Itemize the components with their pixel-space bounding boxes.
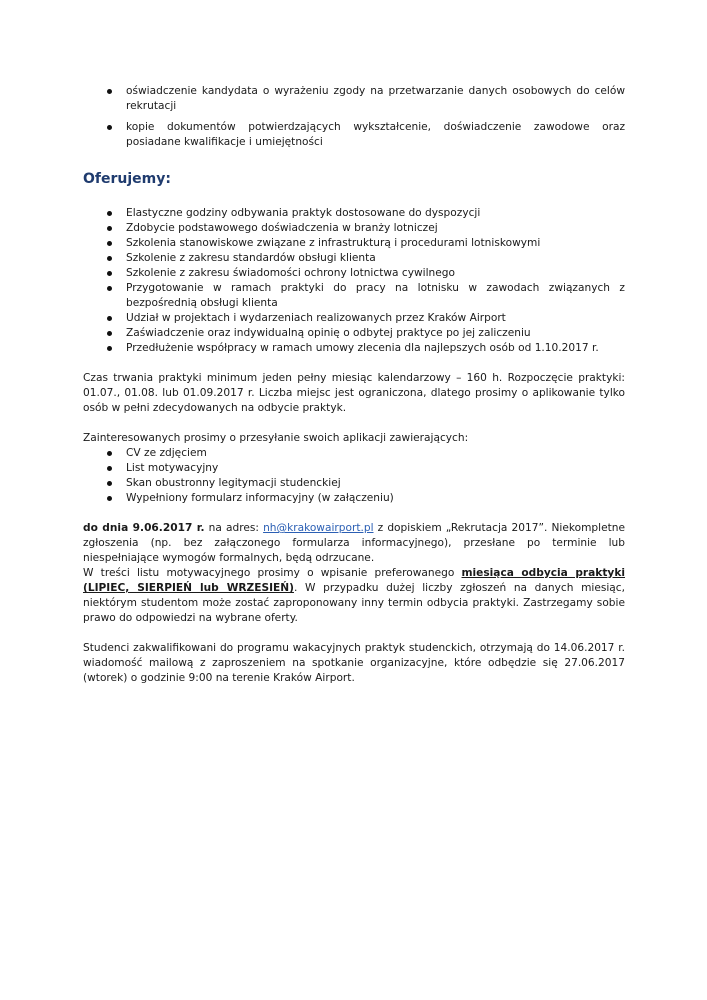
list-item: Elastyczne godziny odbywania praktyk dostosowane do dyspozycji xyxy=(83,206,625,221)
required-documents-list xyxy=(83,84,625,150)
list-item: Przedłużenie współpracy w ramach umowy zlecenia dla najlepszych osób od 1.10.2017 r. xyxy=(83,341,625,356)
offer-heading: Oferujemy: xyxy=(83,171,171,187)
list-item: CV ze zdjęciem xyxy=(83,446,625,461)
letter-paragraph: W treści listu motywacyjnego prosimy o wpisanie preferowanego miesiąca odbycia praktyki (LIPIEC, SIERPIEŃ lub WRZESIEŃ). W przypadku dużej liczby zgłoszeń na danych miesiąc, niektórym studentom może zostać zaproponowany inny termin odbycia praktyki. Zastrzegamy sobie prawo do odpowiedzi na wybrane oferty. xyxy=(83,567,625,624)
apply-intro: Zainteresowanych prosimy o przesyłanie swoich aplikacji zawierających: xyxy=(83,432,469,444)
duration-paragraph: Czas trwania praktyki minimum jeden pełny miesiąc kalendarzowy – 160 h. Rozpoczęcie praktyki: 01.07., 01.08. lub 01.09.2017 r. Liczba miejsc jest ograniczona, dlatego prosimy o aplikowanie tylko osób w pełni zdecydowanych na odbycie praktyk. xyxy=(83,372,625,414)
list-item: kopie dokumentów potwierdzających wykształcenie, doświadczenie zawodowe oraz posiadane kwalifikacje i umiejętności xyxy=(83,120,625,150)
email-link[interactable]: nh@krakowairport.pl xyxy=(263,522,374,534)
preferred-month-emphasis: miesiąca odbycia praktyki (LIPIEC, SIERPIEŃ lub WRZESIEŃ) xyxy=(83,567,625,594)
list-item: Wypełniony formularz informacyjny (w załączeniu) xyxy=(83,491,625,506)
list-item: Skan obustronny legitymacji studenckiej xyxy=(83,476,625,491)
list-item: Szkolenie z zakresu standardów obsługi klienta xyxy=(83,251,625,266)
offer-list xyxy=(83,206,625,356)
closing-paragraph: Studenci zakwalifikowani do programu wakacyjnych praktyk studenckich, otrzymają do 14.06.2017 r. wiadomość mailową z zaproszeniem na spotkanie organizacyjne, które odbędzie się 27.06.2017 (wtorek) o godzinie 9:00 na terenie Kraków Airport. xyxy=(83,642,625,684)
deadline-date: do dnia 9.06.2017 r. xyxy=(83,522,205,534)
document-content xyxy=(83,84,625,686)
list-item: oświadczenie kandydata o wyrażeniu zgody na przetwarzanie danych osobowych do celów rekrutacji xyxy=(83,84,625,114)
list-item: Szkolenia stanowiskowe związane z infrastrukturą i procedurami lotniskowymi xyxy=(83,236,625,251)
list-item: Szkolenie z zakresu świadomości ochrony lotnictwa cywilnego xyxy=(83,266,625,281)
list-item: List motywacyjny xyxy=(83,461,625,476)
deadline-paragraph: do dnia 9.06.2017 r. na adres: nh@krakowairport.pl z dopiskiem „Rekrutacja 2017”. Niekompletne zgłoszenia (np. bez załączonego formularza informacyjnego), przesłane po terminie lub niespełniające wymogów formalnych, będą odrzucane. xyxy=(83,522,625,564)
list-item: Zdobycie podstawowego doświadczenia w branży lotniczej xyxy=(83,221,625,236)
list-item: Zaświadczenie oraz indywidualną opinię o odbytej praktyce po jej zaliczeniu xyxy=(83,326,625,341)
list-item: Udział w projektach i wydarzeniach realizowanych przez Kraków Airport xyxy=(83,311,625,326)
apply-list xyxy=(83,446,625,506)
list-item: Przygotowanie w ramach praktyki do pracy na lotnisku w zawodach związanych z bezpośrednią obsługi klienta xyxy=(83,281,625,311)
